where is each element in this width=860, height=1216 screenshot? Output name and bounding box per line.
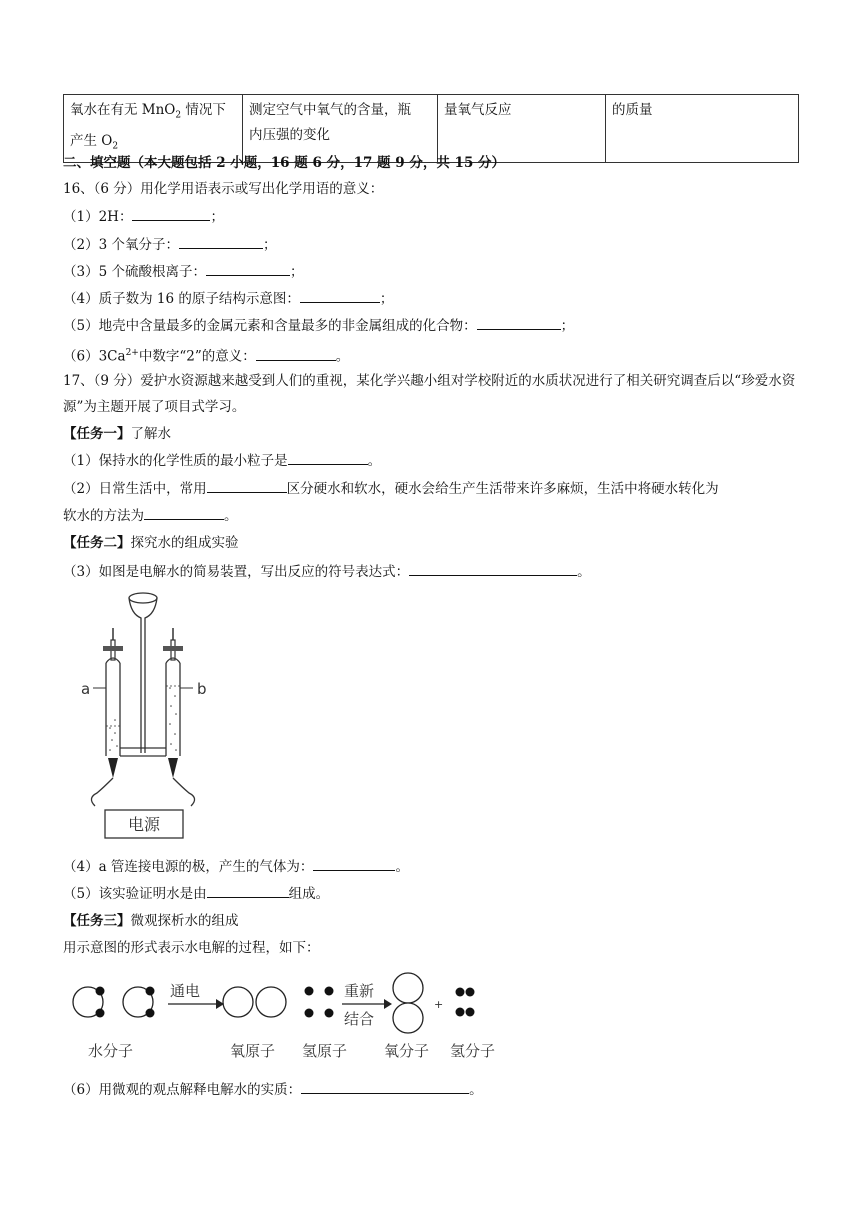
q17-stem: 17、（9 分）爱护水资源越来越受到人们的重视，某化学兴趣小组对学校附近的水质状况进行了相关研究调查后以“珍爱水资源”为主题开展了项目式学习。	[63, 373, 796, 415]
answer-blank[interactable]	[132, 206, 210, 221]
q17-item-5-cont: 用示意图的形式表示水电解的过程，如下：	[63, 940, 320, 956]
task-2-heading: 【任务二】探究水的组成实验	[63, 535, 239, 551]
q16-item-1: （1）2H： ；	[63, 206, 224, 228]
answer-blank[interactable]	[144, 505, 224, 520]
answer-blank[interactable]	[179, 234, 263, 249]
table-cell: 量氧气反应	[438, 95, 606, 163]
q17-item-6: （6）用微观的观点解释电解水的实质： 。	[63, 1079, 483, 1101]
q17-item-1: （1）保持水的化学性质的最小粒子是 。	[63, 450, 381, 472]
q16-item-5: （5）地壳中含量最多的金属元素和含量最多的非金属组成的化合物： ；	[63, 315, 574, 337]
answer-blank[interactable]	[206, 261, 290, 276]
answer-blank[interactable]	[301, 1079, 469, 1094]
power-supply-label: 电源	[127, 815, 161, 834]
q17-item-4: （4）a 管连接电源的极，产生的气体为： 。	[63, 856, 409, 878]
section-title: 二、填空题（本大题包括 2 小题，16 题 6 分，17 题 9 分，共 15 分）	[63, 155, 506, 171]
table-cell: 测定空气中氧气的含量，瓶 内压强的变化	[243, 95, 438, 163]
answer-blank[interactable]	[288, 450, 368, 465]
label-hydrogen-molecule: 氢分子	[450, 1042, 496, 1060]
label-hydrogen-atom: 氢原子	[302, 1042, 348, 1060]
q16-item-2: （2）3 个氧分子： ；	[63, 234, 276, 256]
table-cell: 氧水在有无 MnO$_2$ 情况下 产生 $O_2$	[64, 95, 243, 163]
answer-blank[interactable]	[207, 883, 289, 898]
tube-label-b: b	[197, 680, 207, 698]
q17-item-5: （5）该实验证明水是由 组成。	[63, 883, 329, 905]
answer-blank[interactable]	[300, 288, 380, 303]
electrolysis-particle-diagram	[66, 968, 516, 1064]
q16-item-4: （4）质子数为 16 的原子结构示意图： ；	[63, 288, 393, 310]
answer-blank[interactable]	[477, 315, 561, 330]
plus-sign: +	[434, 998, 444, 1011]
electrolysis-apparatus	[75, 588, 215, 843]
q16-item-3: （3）5 个硫酸根离子： ；	[63, 261, 303, 283]
arrow-label-recombine-1: 重新	[344, 982, 375, 1000]
q17-item-2-cont: 软水的方法为 。	[63, 505, 238, 527]
task-3-heading: 【任务三】微观探析水的组成	[63, 913, 239, 929]
q17-item-3: （3）如图是电解水的简易装置，写出反应的符号表达式： 。	[63, 561, 591, 583]
tube-label-a: a	[81, 680, 91, 698]
arrow-label-electrolysis: 通电	[170, 982, 201, 1000]
label-water-molecule: 水分子	[88, 1042, 134, 1060]
answer-blank[interactable]	[313, 856, 395, 871]
table-cell: 的质量	[606, 95, 799, 163]
label-oxygen-molecule: 氧分子	[384, 1042, 430, 1060]
answer-blank[interactable]	[409, 561, 577, 576]
arrow-label-recombine-2: 结合	[344, 1010, 375, 1028]
q16-item-6: $(6)3Ca^{2+}$中数字“2”的意义： 。	[63, 342, 349, 368]
answer-blank[interactable]	[207, 478, 287, 493]
task-1-heading: 【任务一】了解水	[63, 426, 171, 442]
answer-blank[interactable]	[256, 346, 336, 361]
label-oxygen-atom: 氧原子	[230, 1042, 276, 1060]
q17-item-2: （2）日常生活中，常用 区分硬水和软水，硬水会给生产生活带来许多麻烦，生活中将硬水转化为	[63, 478, 719, 500]
q16-stem: 16、（6 分）用化学用语表示或写出化学用语的意义：	[63, 181, 384, 197]
